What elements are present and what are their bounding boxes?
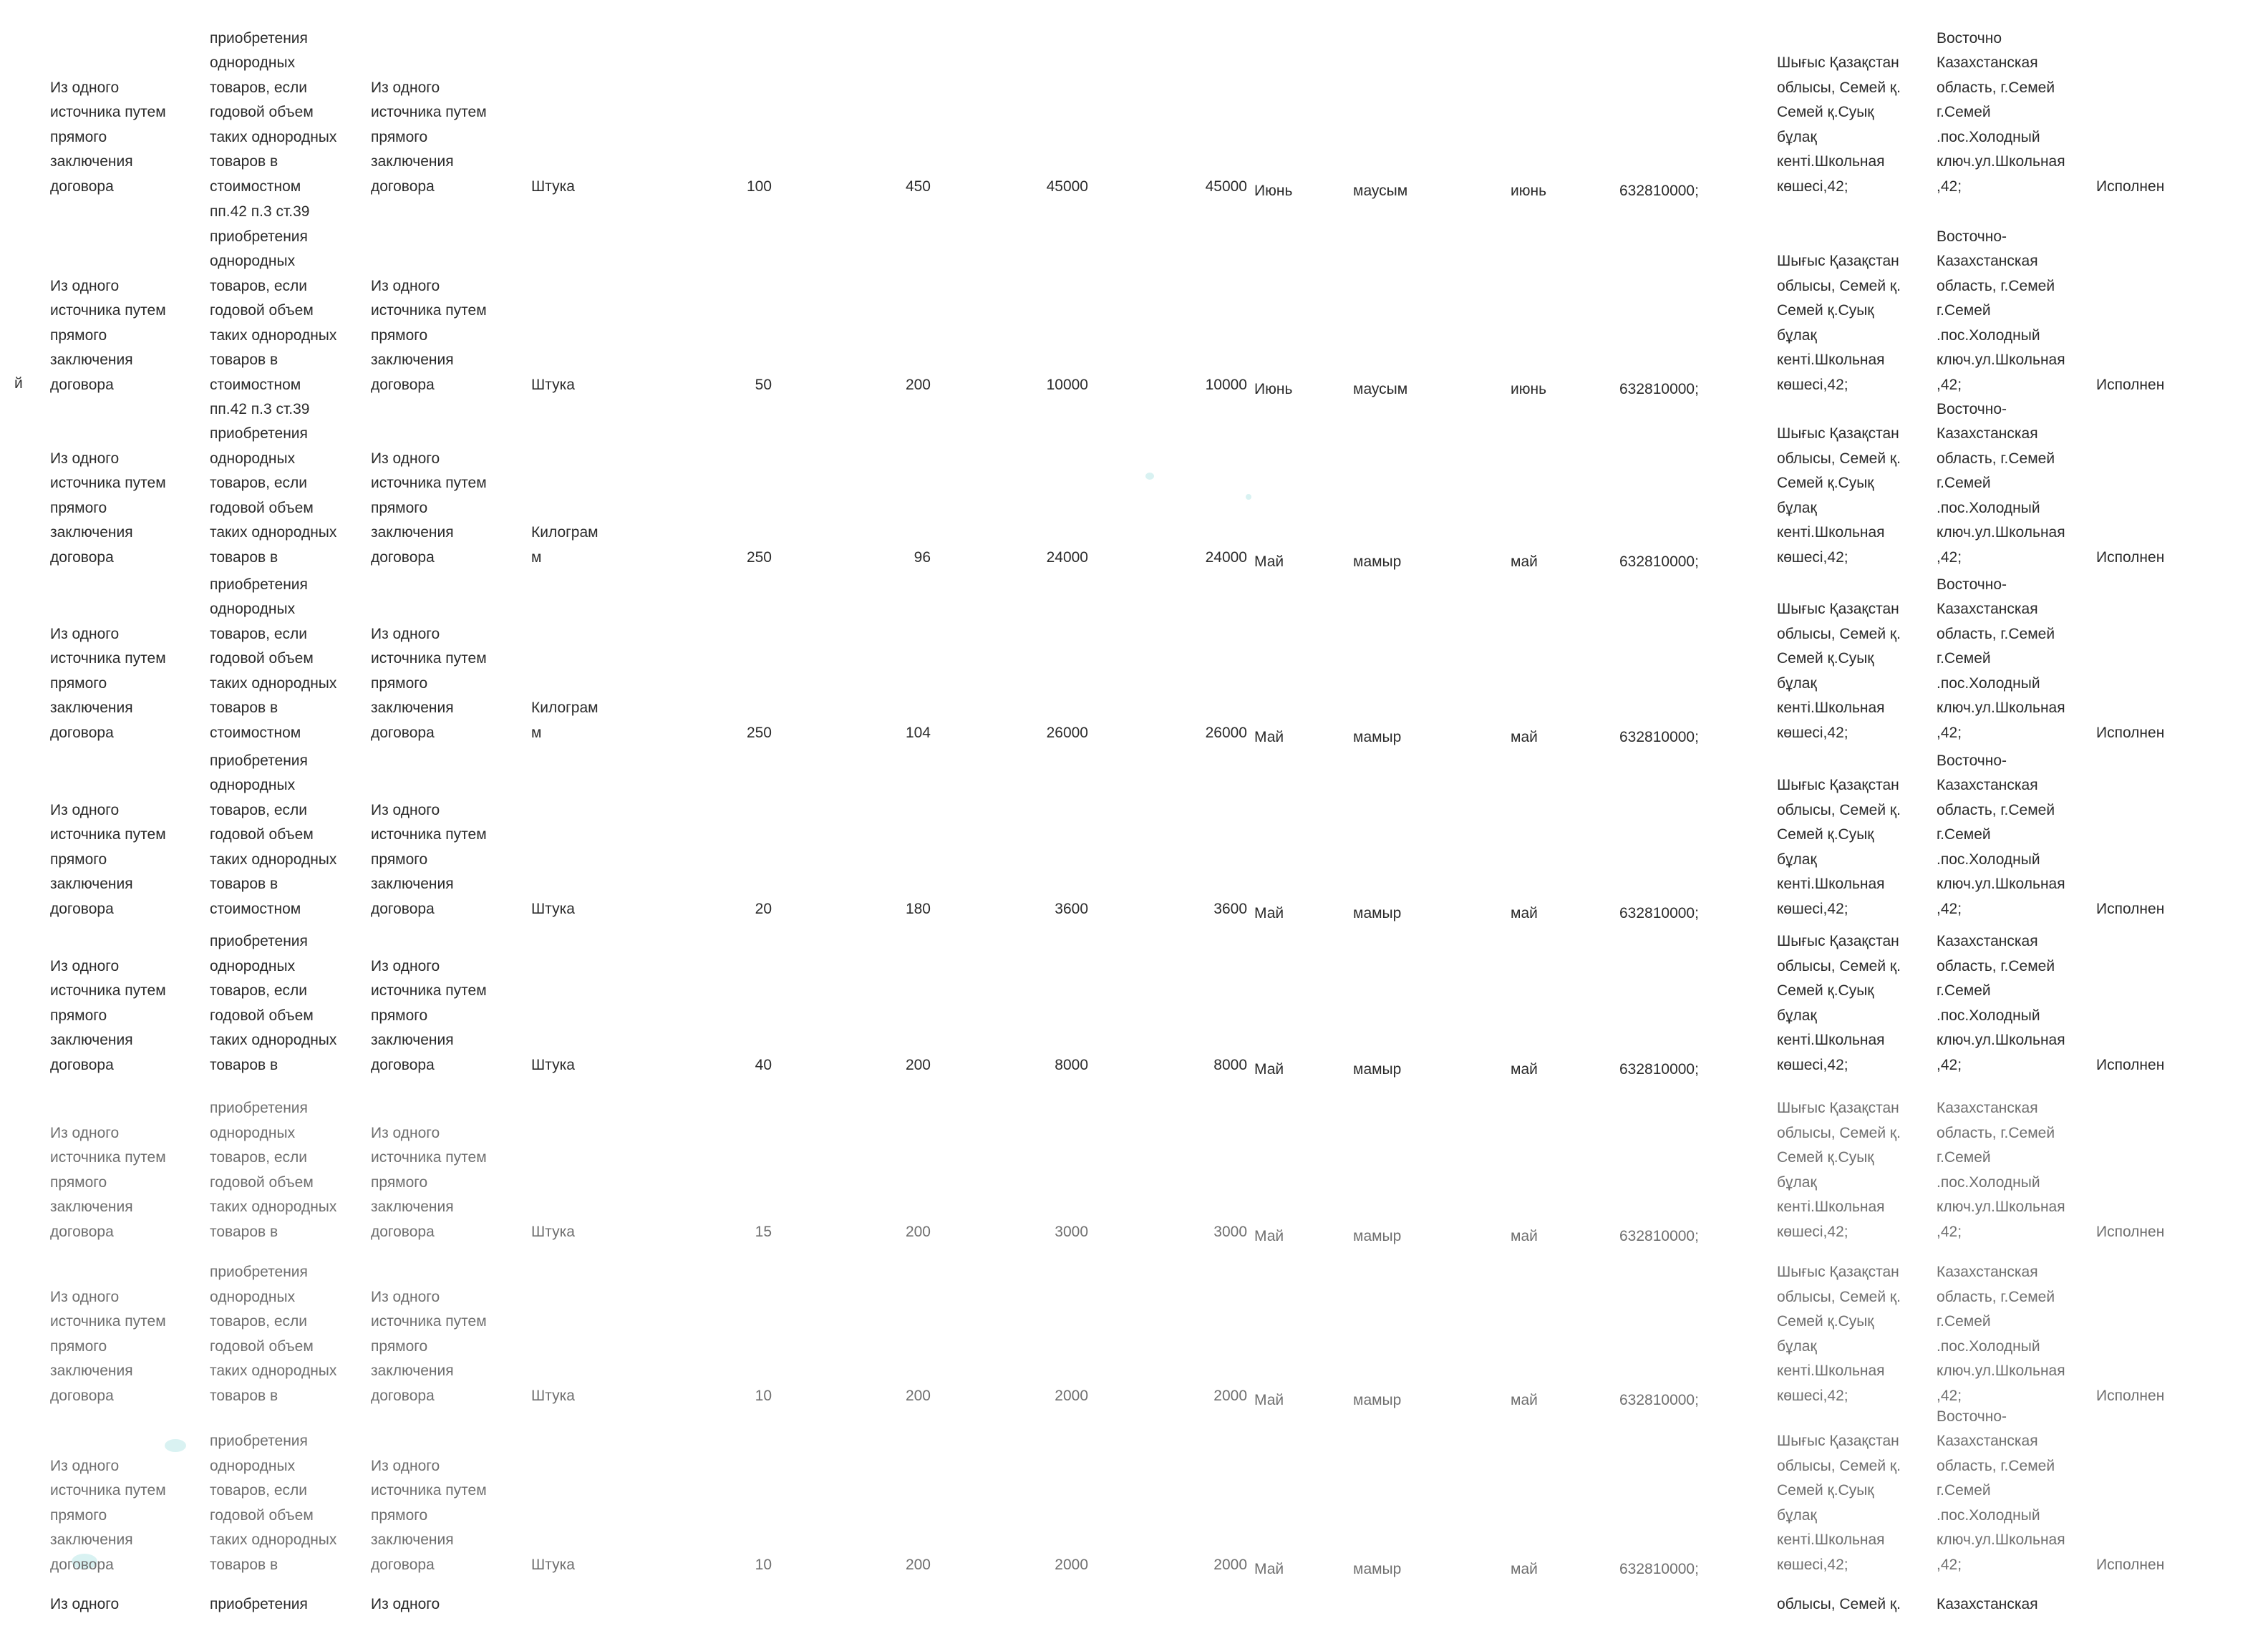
delivery-address-ru-cell: Казахстанская область, г.Семей г.Семей .пос.Холодный ключ.ул.Школьная ,42; xyxy=(1937,1100,2065,1240)
table-row xyxy=(0,395,2268,570)
table-row xyxy=(0,203,2268,397)
delivery-address-ru-cell: Казахстанская xyxy=(1937,1595,2038,1612)
month-cell: май xyxy=(1511,904,1538,921)
kato-code-cell: 632810000; xyxy=(1619,380,1699,397)
month-kz-cell: мамыр xyxy=(1353,904,1402,921)
table-row xyxy=(0,24,2268,199)
unit-cell: Штука xyxy=(531,1387,575,1404)
actual-sum-cell: 24000 xyxy=(1205,548,1247,566)
quantity-cell: 10 xyxy=(755,1387,772,1404)
kato-code-cell: 632810000; xyxy=(1619,553,1699,570)
status-cell: Исполнен xyxy=(2096,900,2165,917)
quantity-cell: 15 xyxy=(755,1223,772,1240)
procurement-method-cell: Из одного источника путем прямого заключения договора xyxy=(50,1457,166,1573)
procurement-basis-text: приобретения однородных товаров, если годовой объем таких однородных товаров в стоимостном xyxy=(210,576,337,741)
delivery-address-kz-cell: Шығыс Қазақстан облысы, Семей қ. Семей қ.Суық бұлақ кенті.Школьная көшесі,42; xyxy=(1777,933,1901,1073)
delivery-address-kz-cell: Шығыс Қазақстан облысы, Семей қ. Семей қ.Суық бұлақ кенті.Школьная көшесі,42; xyxy=(1777,1264,1901,1404)
month-ru-cell: Май xyxy=(1254,553,1284,570)
month-ru-cell: Май xyxy=(1254,904,1284,921)
delivery-address-kz-cell: Шығыс Қазақстан облысы, Семей қ. Семей қ.Суық бұлақ кенті.Школьная көшесі,42; xyxy=(1777,777,1901,917)
kato-code-cell: 632810000; xyxy=(1619,904,1699,921)
actual-sum-cell: 45000 xyxy=(1205,178,1247,195)
procurement-basis-cell xyxy=(210,570,362,745)
quantity-cell: 10 xyxy=(755,1556,772,1573)
month-cell: май xyxy=(1511,1060,1538,1078)
procurement-method-cell: Из одного источника путем прямого заключения договора xyxy=(50,277,166,393)
table-row-partial xyxy=(0,1441,2268,1617)
delivery-address-ru-cell: Восточно- Казахстанская область, г.Семей г.Семей .пос.Холодный ключ.ул.Школьная ,42; xyxy=(1937,1408,2065,1573)
planned-sum-cell: 8000 xyxy=(1055,1056,1088,1073)
status-cell: Исполнен xyxy=(2096,1223,2165,1240)
status-cell: Исполнен xyxy=(2096,548,2165,566)
delivery-address-kz-cell: Шығыс Қазақстан облысы, Семей қ. Семей қ.Суық бұлақ кенті.Школьная көшесі,42; xyxy=(1777,1100,1901,1240)
procurement-method-actual-cell: Из одного источника путем прямого заключения договора xyxy=(371,450,487,566)
delivery-address-ru-cell: Восточно- Казахстанская область, г.Семей г.Семей .пос.Холодный ключ.ул.Школьная ,42; xyxy=(1937,752,2065,917)
procurement-basis-text: приобретения однородных товаров, если годовой объем таких однородных товаров в xyxy=(210,1100,337,1240)
month-ru-cell: Июнь xyxy=(1254,182,1293,199)
planned-sum-cell: 3600 xyxy=(1055,900,1088,917)
procurement-method-cell: Из одного источника путем прямого заключения договора xyxy=(50,957,166,1073)
procurement-basis-text: приобретения однородных товаров, если годовой объем таких однородных товаров в xyxy=(210,933,337,1073)
unit-cell: Штука xyxy=(531,1056,575,1073)
delivery-address-kz-cell: облысы, Семей қ. xyxy=(1777,1595,1901,1612)
delivery-address-kz-cell: Шығыс Қазақстан облысы, Семей қ. Семей қ.Суық бұлақ кенті.Школьная көшесі,42; xyxy=(1777,601,1901,741)
delivery-address-ru-cell: Казахстанская область, г.Семей г.Семей .пос.Холодный ключ.ул.Школьная ,42; xyxy=(1937,1264,2065,1404)
kato-code-cell: 632810000; xyxy=(1619,1060,1699,1078)
unit-cell: Килограм м xyxy=(531,524,598,566)
procurement-method-cell: Из одного источника путем прямого заключения договора xyxy=(50,1124,166,1240)
procurement-method-cell: Из одного источника путем прямого заключения договора xyxy=(50,625,166,741)
procurement-method-cell: Из одного xyxy=(50,1595,120,1612)
quantity-cell: 50 xyxy=(755,376,772,393)
month-kz-cell: маусым xyxy=(1353,182,1408,199)
month-kz-cell: мамыр xyxy=(1353,1227,1402,1244)
table-row xyxy=(0,1069,2268,1244)
procurement-method-actual-cell: Из одного источника путем прямого заключения договора xyxy=(371,277,487,393)
month-ru-cell: Май xyxy=(1254,1391,1284,1408)
unit-cell: Килограм м xyxy=(531,700,598,741)
table-row xyxy=(0,1233,2268,1408)
unit-cell: Штука xyxy=(531,900,575,917)
procurement-basis-text: приобретения однородных товаров, если годовой объем таких однородных товаров в стоимостном xyxy=(210,29,337,195)
delivery-address-kz-cell: Шығыс Қазақстан облысы, Семей қ. Семей қ.Суық бұлақ кенті.Школьная көшесі,42; xyxy=(1777,425,1901,566)
month-cell: июнь xyxy=(1511,182,1547,199)
price-cell: 200 xyxy=(905,376,931,393)
status-cell: Исполнен xyxy=(2096,1056,2165,1073)
procurement-basis-text: приобретения xyxy=(210,1595,308,1612)
planned-sum-cell: 26000 xyxy=(1046,724,1088,741)
price-cell: 200 xyxy=(905,1223,931,1240)
month-kz-cell: мамыр xyxy=(1353,553,1402,570)
procurement-method-cell: Из одного источника путем прямого заключения договора xyxy=(50,79,166,195)
procurement-basis-cell xyxy=(210,1069,362,1244)
month-cell: май xyxy=(1511,1227,1538,1244)
procurement-method-actual-cell: Из одного источника путем прямого заключения договора xyxy=(371,1457,487,1573)
procurement-method-actual-cell: Из одного xyxy=(371,1595,440,1612)
procurement-method-actual-cell: Из одного источника путем прямого заключения договора xyxy=(371,801,487,917)
procurement-basis-cell xyxy=(210,395,362,570)
status-cell: Исполнен xyxy=(2096,1556,2165,1573)
quantity-cell: 40 xyxy=(755,1056,772,1073)
actual-sum-cell: 3600 xyxy=(1213,900,1247,917)
procurement-method-actual-cell: Из одного источника путем прямого заключения договора xyxy=(371,79,487,195)
procurement-method-cell: Из одного источника путем прямого заключения договора xyxy=(50,1288,166,1404)
price-cell: 200 xyxy=(905,1056,931,1073)
procurement-basis-cell xyxy=(210,24,362,199)
actual-sum-cell: 26000 xyxy=(1205,724,1247,741)
kato-code-cell: 632810000; xyxy=(1619,728,1699,745)
price-cell: 200 xyxy=(905,1387,931,1404)
unit-cell: Штука xyxy=(531,376,575,393)
procurement-basis-cell xyxy=(210,902,362,1078)
planned-sum-cell: 3000 xyxy=(1055,1223,1088,1240)
delivery-address-ru-cell: Казахстанская область, г.Семей г.Семей .пос.Холодный ключ.ул.Школьная ,42; xyxy=(1937,933,2065,1073)
procurement-method-actual-cell: Из одного источника путем прямого заключения договора xyxy=(371,1288,487,1404)
month-ru-cell: Июнь xyxy=(1254,380,1293,397)
procurement-basis-cell xyxy=(210,1233,362,1408)
month-cell: май xyxy=(1511,728,1538,745)
unit-cell: Штука xyxy=(531,1223,575,1240)
month-kz-cell: мамыр xyxy=(1353,728,1402,745)
delivery-address-ru-cell: Восточно- Казахстанская область, г.Семей г.Семей .пос.Холодный ключ.ул.Школьная ,42; xyxy=(1937,228,2065,393)
quantity-cell: 100 xyxy=(746,178,772,195)
delivery-address-kz-cell: Шығыс Қазақстан облысы, Семей қ. Семей қ.Суық бұлақ кенті.Школьная көшесі,42; xyxy=(1777,1433,1901,1573)
table-row xyxy=(0,570,2268,745)
delivery-address-ru-cell: Восточно Казахстанская область, г.Семей г.Семей .пос.Холодный ключ.ул.Школьная ,42; xyxy=(1937,29,2065,195)
price-cell: 104 xyxy=(905,724,931,741)
planned-sum-cell: 24000 xyxy=(1046,548,1088,566)
month-kz-cell: мамыр xyxy=(1353,1391,1402,1408)
month-cell: май xyxy=(1511,553,1538,570)
planned-sum-cell: 10000 xyxy=(1046,376,1088,393)
status-cell: Исполнен xyxy=(2096,376,2165,393)
kato-code-cell: 632810000; xyxy=(1619,1560,1699,1577)
procurement-basis-cell xyxy=(210,203,362,397)
quantity-cell: 250 xyxy=(746,724,772,741)
month-ru-cell: Май xyxy=(1254,1060,1284,1078)
actual-sum-cell: 10000 xyxy=(1205,376,1247,393)
procurement-method-cell: Из одного источника путем прямого заключения договора xyxy=(50,801,166,917)
actual-sum-cell: 2000 xyxy=(1213,1387,1247,1404)
price-cell: 450 xyxy=(905,178,931,195)
planned-sum-cell: 2000 xyxy=(1055,1556,1088,1573)
kato-code-cell: 632810000; xyxy=(1619,1391,1699,1408)
table-row xyxy=(0,902,2268,1078)
month-kz-cell: мамыр xyxy=(1353,1060,1402,1078)
procurement-method-cell: Из одного источника путем прямого заключения договора xyxy=(50,450,166,566)
month-kz-cell: мамыр xyxy=(1353,1560,1402,1577)
margin-mark: й xyxy=(14,375,23,392)
unit-cell: Штука xyxy=(531,1556,575,1573)
month-ru-cell: Май xyxy=(1254,728,1284,745)
procurement-basis-text: приобретения однородных товаров, если годовой объем таких однородных товаров в xyxy=(210,1264,337,1404)
month-kz-cell: маусым xyxy=(1353,380,1408,397)
procurement-basis-text: приобретения однородных товаров, если годовой объем таких однородных товаров в стоимостном xyxy=(210,752,337,917)
unit-cell: Штука xyxy=(531,178,575,195)
procurement-basis-text: приобретения однородных товаров, если годовой объем таких однородных товаров в xyxy=(210,1433,337,1573)
month-cell: май xyxy=(1511,1391,1538,1408)
delivery-address-ru-cell: Восточно- Казахстанская область, г.Семей г.Семей .пос.Холодный ключ.ул.Школьная ,42; xyxy=(1937,576,2065,741)
procurement-basis-cell xyxy=(210,746,362,921)
price-cell: 96 xyxy=(914,548,931,566)
actual-sum-cell: 8000 xyxy=(1213,1056,1247,1073)
delivery-address-ru-cell: Восточно- Казахстанская область, г.Семей г.Семей .пос.Холодный ключ.ул.Школьная ,42; xyxy=(1937,400,2065,566)
procurement-basis-cell xyxy=(210,1441,362,1617)
status-cell: Исполнен xyxy=(2096,178,2165,195)
procurement-method-actual-cell: Из одного источника путем прямого заключения договора xyxy=(371,1124,487,1240)
planned-sum-cell: 45000 xyxy=(1046,178,1088,195)
month-ru-cell: Май xyxy=(1254,1560,1284,1577)
quantity-cell: 250 xyxy=(746,548,772,566)
procurement-method-actual-cell: Из одного источника путем прямого заключения договора xyxy=(371,625,487,741)
price-cell: 200 xyxy=(905,1556,931,1573)
status-cell: Исполнен xyxy=(2096,1387,2165,1404)
month-cell: май xyxy=(1511,1560,1538,1577)
month-ru-cell: Май xyxy=(1254,1227,1284,1244)
procurement-method-actual-cell: Из одного источника путем прямого заключения договора xyxy=(371,957,487,1073)
kato-code-cell: 632810000; xyxy=(1619,1227,1699,1244)
month-cell: июнь xyxy=(1511,380,1547,397)
quantity-cell: 20 xyxy=(755,900,772,917)
procurement-basis-text: пп.42 п.3 ст.39 приобретения однородных товаров, если годовой объем таких однородных товаров в xyxy=(210,400,337,566)
procurement-basis-text: пп.42 п.3 ст.39 приобретения однородных товаров, если годовой объем таких однородных товаров в стоимостном xyxy=(210,203,337,393)
kato-code-cell: 632810000; xyxy=(1619,182,1699,199)
status-cell: Исполнен xyxy=(2096,724,2165,741)
planned-sum-cell: 2000 xyxy=(1055,1387,1088,1404)
table-row xyxy=(0,746,2268,921)
delivery-address-kz-cell: Шығыс Қазақстан облысы, Семей қ. Семей қ.Суық бұлақ кенті.Школьная көшесі,42; xyxy=(1777,54,1901,195)
delivery-address-kz-cell: Шығыс Қазақстан облысы, Семей қ. Семей қ.Суық бұлақ кенті.Школьная көшесі,42; xyxy=(1777,253,1901,393)
actual-sum-cell: 2000 xyxy=(1213,1556,1247,1573)
price-cell: 180 xyxy=(905,900,931,917)
actual-sum-cell: 3000 xyxy=(1213,1223,1247,1240)
